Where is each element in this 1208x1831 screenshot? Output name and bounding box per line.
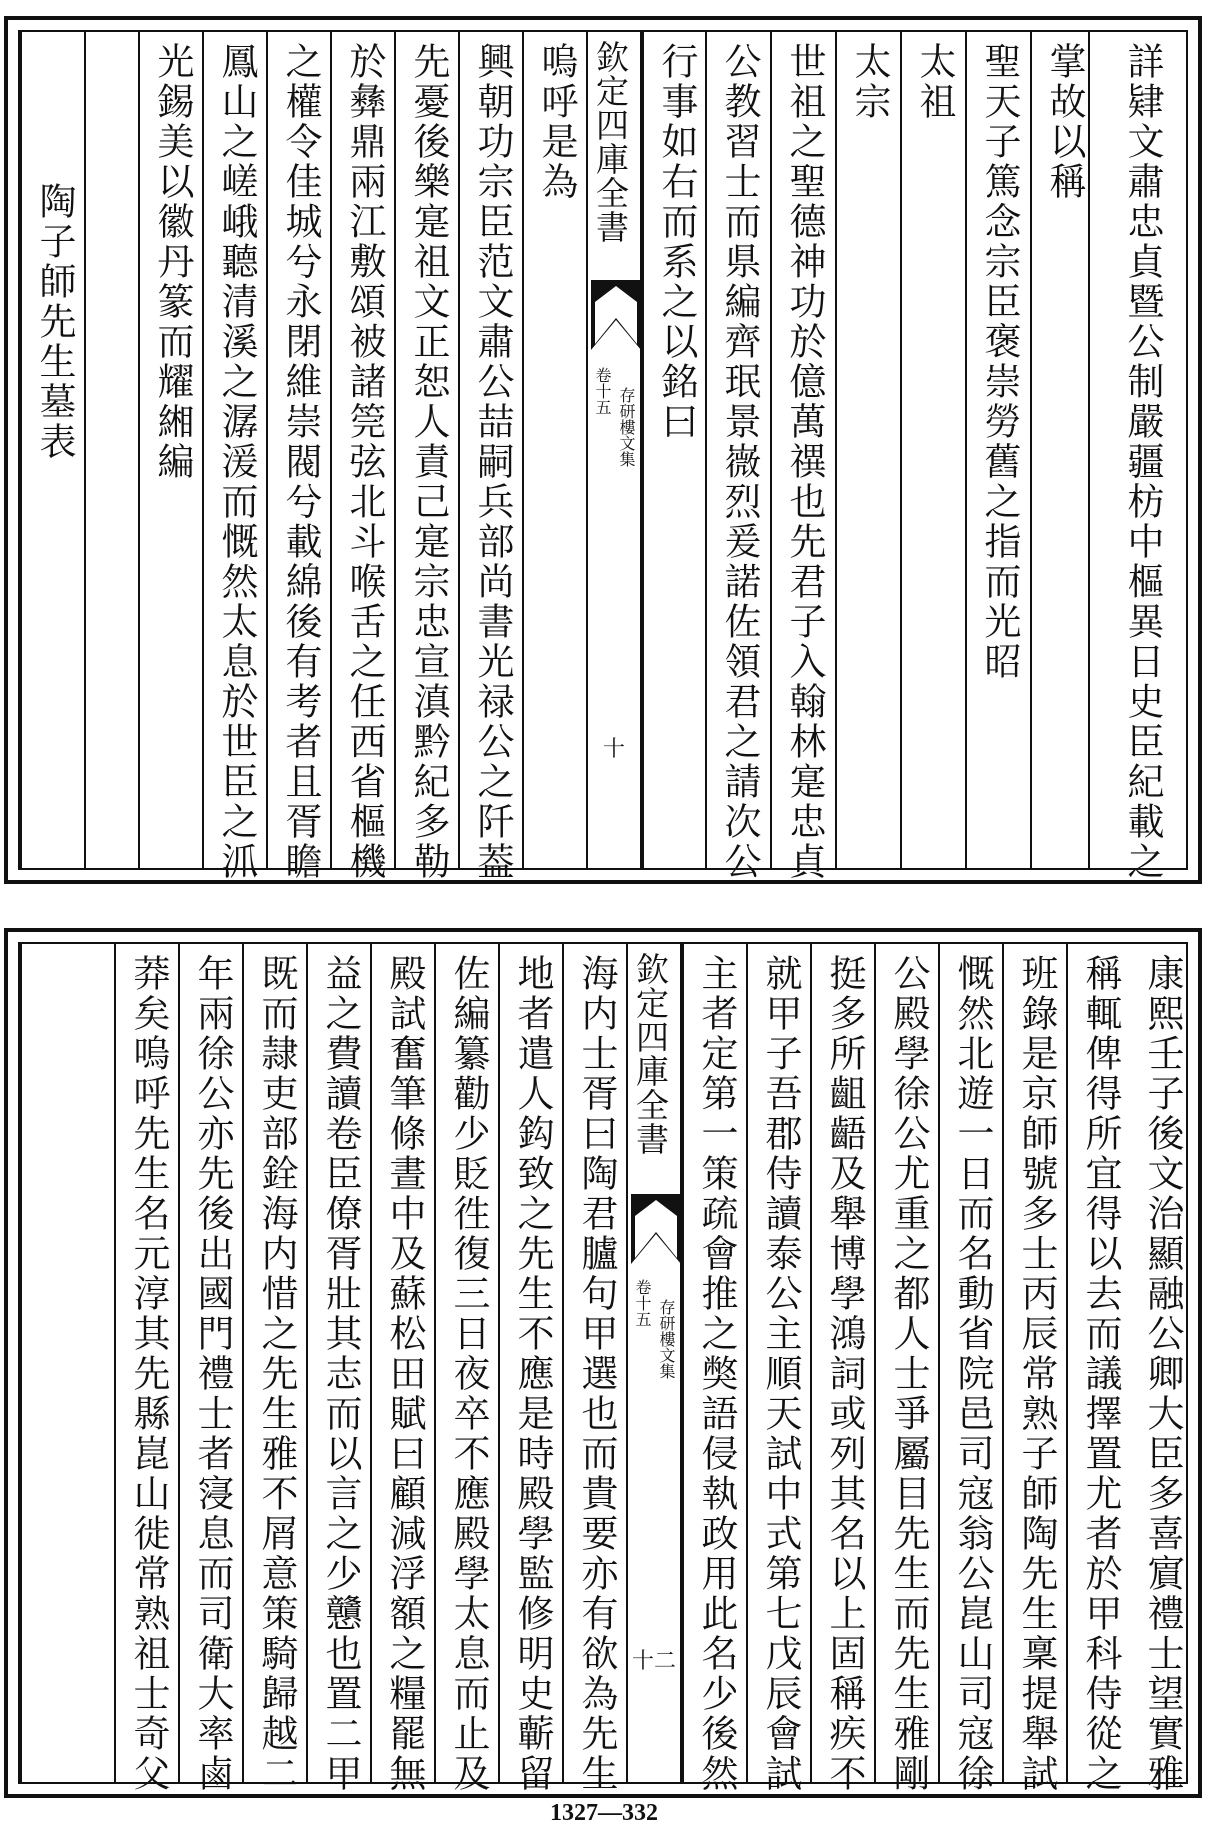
blank-column <box>20 944 114 1782</box>
text-column: 太祖 <box>900 32 965 868</box>
text-column: 嗚呼是為 <box>522 32 586 868</box>
text-column: 興朝功宗臣范文肅公喆嗣兵部尚書光禄公之阡葢 <box>458 32 522 868</box>
book-spine <box>586 32 642 868</box>
text-column: 之權令佳城兮永閉維崇閥兮載綿後有考者且胥瞻 <box>266 32 330 868</box>
text-column: 挺多所齟齬及舉博學鴻詞或列其名以上固稱疾不 <box>810 944 874 1782</box>
text-column: 既而隷吏部銓海内惜之先生雅不屑意策騎歸越二 <box>242 944 306 1782</box>
top-page-frame <box>18 30 1188 882</box>
text-column: 慨然北遊一日而名動省院邑司寇翁公崑山司寇徐 <box>938 944 1002 1782</box>
text-column: 就甲子吾郡侍讀泰公主順天試中式第七戊辰會試 <box>746 944 810 1782</box>
text-column: 主者定第一策疏會推之獘語侵執政用此名少後然 <box>682 944 746 1782</box>
text-column: 先憂後樂寔祖文正恕人責己寔宗忠宣滇黔紀多勒 <box>394 32 458 868</box>
text-column: 稱輒俾得所宜得以去而議擇置尤者於甲科侍從之 <box>1066 944 1130 1782</box>
bottom-page-frame <box>18 942 1188 1794</box>
text-column: 世祖之聖德神功於億萬禩也先君子入翰林寔忠貞 <box>770 32 835 868</box>
spine-page-number: 十二 <box>631 1649 676 1674</box>
bottom-page <box>4 928 1202 1798</box>
text-column: 聖天子篤念宗臣褒崇勞舊之指而光昭 <box>965 32 1030 868</box>
top-page <box>4 16 1202 884</box>
text-column: 佐編纂勸少貶徃復三日夜卒不應殿學太息而止及 <box>434 944 498 1782</box>
text-column: 詳肄文肅忠貞暨公制嚴疆枋中樞異日史臣紀載之 <box>1088 32 1194 868</box>
text-column: 班錄是京師號多士丙辰常熟子師陶先生稟提舉試 <box>1002 944 1066 1782</box>
text-column: 於彝鼎兩江敷頌被諸筦弦北斗喉舌之任西省樞機 <box>330 32 394 868</box>
text-column: 海内士胥曰陶君臚句甲選也而貴要亦有欲為先生 <box>562 944 626 1782</box>
spine-volume: 卷十五 <box>633 1279 652 1327</box>
text-column: 益之費讀卷臣僚胥壯其志而以言之少戇也置二甲 <box>306 944 370 1782</box>
fishtail-mark <box>591 280 641 350</box>
fishtail-mark <box>631 1194 681 1264</box>
spine-title: 欽定四庫全書 <box>591 40 630 244</box>
text-column: 地者遣人鈎致之先生不應是時殿學監修明史蘄留 <box>498 944 562 1782</box>
text-column: 殿試奮筆條晝中及蘇松田賦曰顧減浮額之糧罷無 <box>370 944 434 1782</box>
text-column <box>20 32 84 868</box>
text-column: 光錫美以徽丹篆而耀緗編 <box>138 32 202 868</box>
spine-volume: 卷十五 <box>593 367 612 415</box>
book-spine <box>626 944 682 1782</box>
text-column: 鳳山之嵯峨聽清溪之潺湲而慨然太息於世臣之沠 <box>202 32 266 868</box>
text-column: 公殿學徐公尤重之都人士爭屬目先生而先生雅剛 <box>874 944 938 1782</box>
spine-title: 欽定四庫全書 <box>631 952 670 1156</box>
text-column: 太宗 <box>835 32 900 868</box>
text-column: 行事如右而系之以銘曰 <box>642 32 705 868</box>
text-column <box>84 32 138 868</box>
text-column: 康熙壬子後文治顯融公卿大臣多喜賔禮士望實雅 <box>1141 954 1184 1794</box>
spine-collection: 存研樓文集 <box>657 1299 676 1379</box>
spine-collection: 存研樓文集 <box>617 387 636 467</box>
text-column: 莽矣嗚呼先生名元淳其先縣崑山徙常熟祖士奇父 <box>114 944 178 1782</box>
text-column: 公教習士而県編齊珉景嶶烈爰諾佐領君之請次公 <box>705 32 770 868</box>
essay-title: 陶子師先生墓表 <box>33 182 76 462</box>
spine-page-number: 十 <box>602 737 625 762</box>
page-footer-number: 1327—332 <box>550 1800 658 1826</box>
text-column: 年兩徐公亦先後出國門禮士者寖息而司衛大率鹵 <box>178 944 242 1782</box>
text-column: 掌故以稱 <box>1030 32 1088 868</box>
